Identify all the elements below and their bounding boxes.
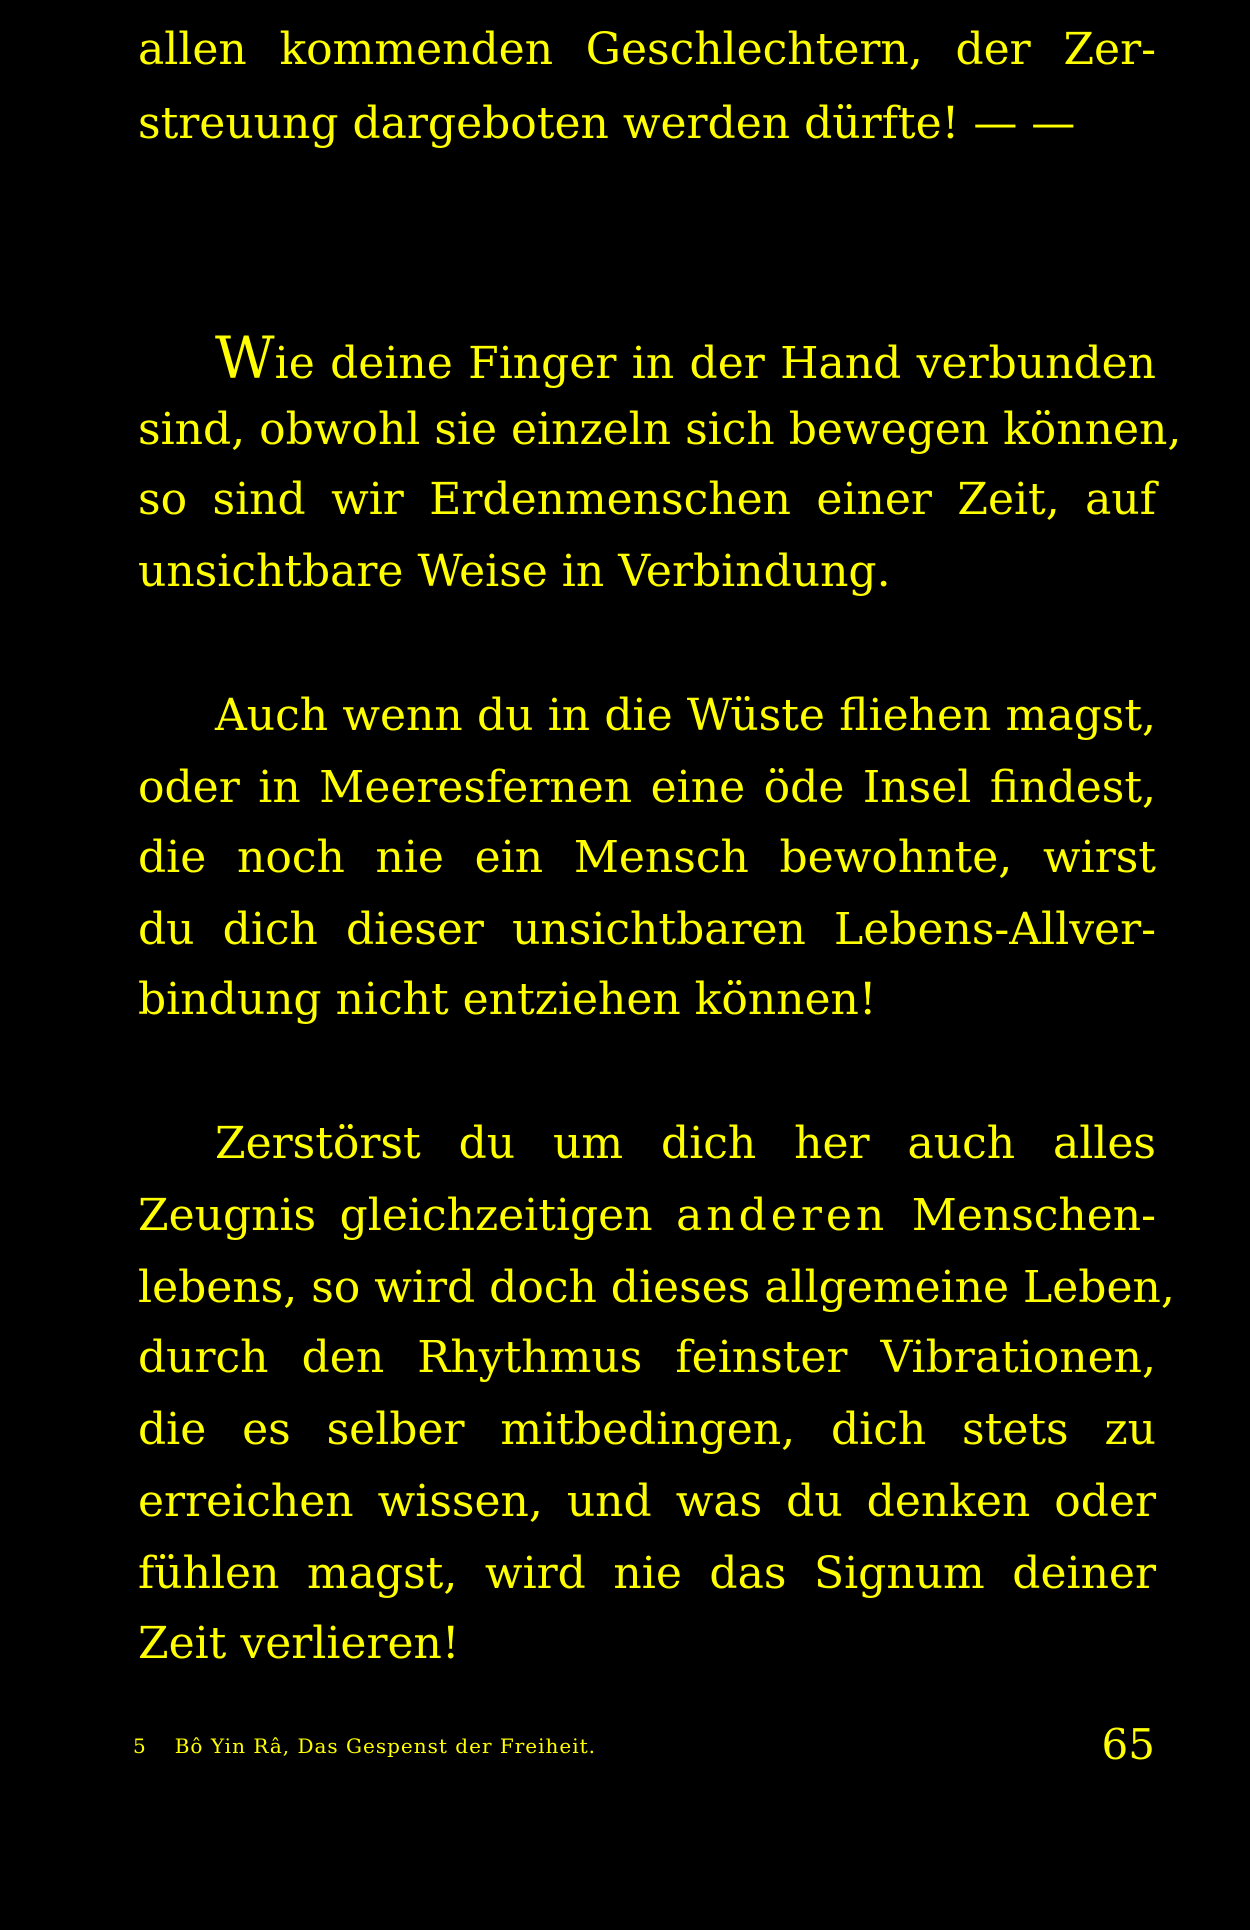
paragraph-3-line-8: Zeit verlieren! [138,1618,460,1669]
paragraph-3-line-3: lebens, so wird doch dieses allgemeine Leben, [138,1262,1175,1313]
paragraph-1-line-4: unsichtbare Weise in Verbindung. [138,546,891,597]
paragraph-3-line-2 [138,1188,1156,1244]
carryover-line-2 [138,96,1156,152]
footer-title: Bô Yin Râ, Das Gespenst der Freiheit. [174,1734,597,1758]
emphasized-word: anderen [676,1190,889,1241]
paragraph-1-line-1-text: ie deine Finger in der Hand verbunden [274,338,1156,389]
paragraph-1-line-1 [215,324,1156,392]
paragraph-2-line-3: die noch nie ein Mensch bewohnte, wirst [138,832,1156,883]
carryover-line-2-text: streuung dargeboten werden dürfte! — — [138,98,1076,149]
paragraph-2-line-2: oder in Meeresfernen eine öde Insel findest, [138,762,1156,813]
paragraph-3-line-2-end: Menschen- [911,1190,1156,1241]
paragraph-2-line-4: du dich dieser unsichtbaren Lebens-Allver- [138,904,1156,955]
paragraph-1-line-2: sind, obwohl sie einzeln sich bewegen können, [138,404,1182,455]
paragraph-3-line-5: die es selber mitbedingen, dich stets zu [138,1404,1156,1455]
footer-signature-line [133,1734,596,1758]
paragraph-3-line-2-start: Zeugnis gleichzeitigen [138,1190,653,1241]
paragraph-2-line-5: bindung nicht entziehen können! [138,974,877,1025]
paragraph-3-line-6: erreichen wissen, und was du denken oder [138,1476,1156,1527]
carryover-line-1: allen kommenden Geschlechtern, der Zer- [138,24,1156,75]
drop-initial: W [215,324,275,392]
paragraph-3-line-1: Zerstörst du um dich her auch alles [215,1118,1156,1169]
page-number: 65 [1101,1720,1155,1769]
paragraph-1-line-3: so sind wir Erdenmenschen einer Zeit, auf [138,474,1156,525]
paragraph-3-line-4: durch den Rhythmus feinster Vibrationen, [138,1332,1156,1383]
paragraph-2-line-1: Auch wenn du in die Wüste fliehen magst, [215,690,1156,741]
signature-mark: 5 [133,1734,147,1758]
paragraph-3-line-7: fühlen magst, wird nie das Signum deiner [138,1548,1156,1599]
